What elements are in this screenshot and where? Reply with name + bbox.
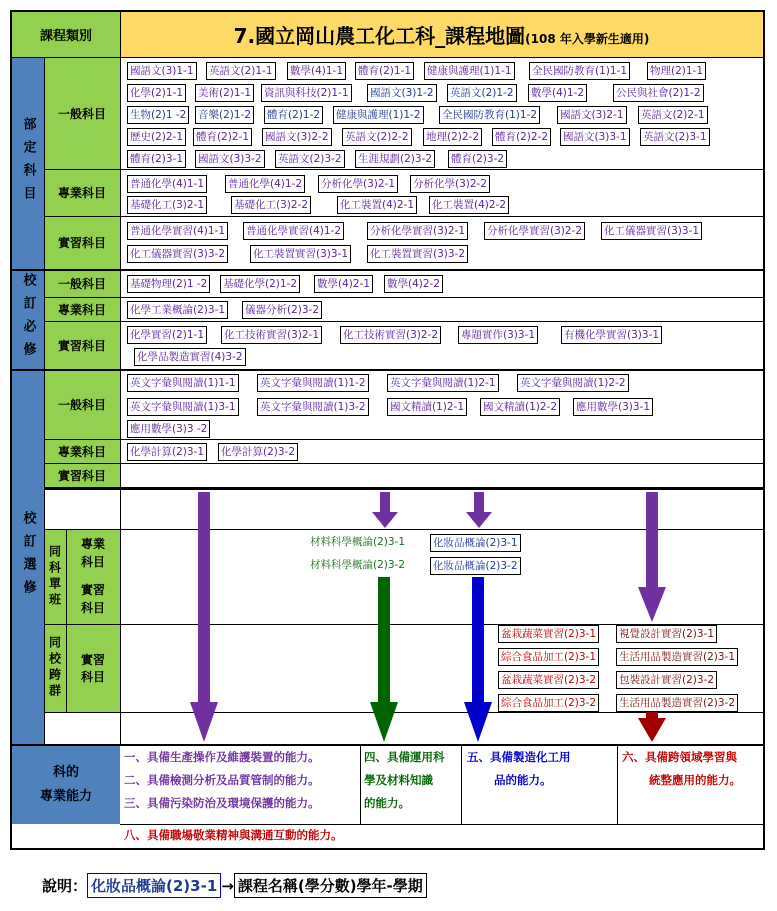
arrow-shaft-purple-2 <box>380 492 390 514</box>
course-chip: 音樂(2)1-2 <box>195 106 254 124</box>
arrow-shaft-purple-1 <box>198 492 210 702</box>
course-chip: 應用數學(3)3-1 <box>573 398 653 416</box>
course-chip: 美術(2)1-1 <box>195 84 254 102</box>
course-chip: 英語文(2)3-2 <box>275 150 345 168</box>
course-chip: 材料科學概論(2)3-2 <box>308 557 407 575</box>
legend-explanation: 課程名稱(學分數)學年-學期 <box>234 873 427 898</box>
ability-1: 一、具備生產操作及維護裝置的能力。 <box>124 750 320 764</box>
course-chip: 生活用品製造實習(2)3-1 <box>616 648 738 666</box>
course-chip: 普通化學(4)1-1 <box>127 175 207 193</box>
ability-4-line1: 四、具備運用科 <box>364 750 445 764</box>
arrow-head-purple-2 <box>372 512 398 528</box>
course-chip: 英語文(2)1-1 <box>206 62 276 80</box>
course-chip: 國語文(3)2-1 <box>557 106 627 124</box>
course-chip: 分析化學(3)2-1 <box>318 175 398 193</box>
course-chip: 英語文(2)1-2 <box>447 84 517 102</box>
course-chip: 國語文(3)3-2 <box>195 150 265 168</box>
course-chip: 國文精讀(1)2-1 <box>387 398 467 416</box>
course-chip: 生涯規劃(2)3-2 <box>355 150 435 168</box>
legend-prefix: 說明： <box>42 877 88 895</box>
arrow-head-purple-3 <box>466 512 492 528</box>
course-chip: 體育(2)2-2 <box>492 128 551 146</box>
course-chip: 綜合食品加工(2)3-1 <box>498 648 599 666</box>
course-chip: 英語文(2)2-2 <box>342 128 412 146</box>
ability-6-line2: 統整應用的能力。 <box>649 773 741 787</box>
course-chip: 化學實習(2)1-1 <box>127 326 207 344</box>
course-chip: 地理(2)2-2 <box>423 128 482 146</box>
course-chip: 國語文(3)1-2 <box>367 84 437 102</box>
course-chip: 公民與社會(2)1-2 <box>613 84 704 102</box>
course-chip: 國語文(3)2-2 <box>262 128 332 146</box>
course-chip: 英語文(2)3-1 <box>640 128 710 146</box>
legend <box>42 873 427 898</box>
course-chip: 化妝品概論(2)3-2 <box>430 557 521 575</box>
course-chip: 全民國防教育(1)1-2 <box>439 106 540 124</box>
course-chip: 有機化學實習(3)3-1 <box>561 326 662 344</box>
course-chip: 包裝設計實習(2)3-2 <box>616 671 717 689</box>
course-chip: 分析化學(3)2-2 <box>410 175 490 193</box>
course-chip: 數學(4)2-2 <box>384 275 443 293</box>
course-chip: 普通化學實習(4)1-1 <box>127 222 228 240</box>
course-chip: 國文精讀(1)2-2 <box>480 398 560 416</box>
req-professional-cell: 專業科目 <box>44 297 120 321</box>
course-chip: 物理(2)1-1 <box>647 62 706 80</box>
course-chip: 體育(2)1-2 <box>264 106 323 124</box>
course-chip: 英文字彙與閱讀(1)1-2 <box>257 374 369 392</box>
course-chip: 數學(4)2-1 <box>314 275 373 293</box>
dept-group-label: 部定科目 <box>20 117 36 209</box>
required-group-label: 校訂必修 <box>20 273 36 365</box>
same-class-practical-label: 實習 科目 <box>80 583 105 615</box>
ability-5-line2: 品的能力。 <box>494 773 552 787</box>
ability-label-cell <box>12 746 120 824</box>
course-map-frame <box>10 10 765 850</box>
arrow-head-green <box>370 702 398 742</box>
course-chip: 體育(2)3-2 <box>448 150 507 168</box>
req-practical-cell: 實習科目 <box>44 321 120 369</box>
arrow-head-blue <box>464 702 492 742</box>
course-chip: 普通化學(4)1-2 <box>225 175 305 193</box>
legend-example: 化妝品概論(2)3-1 <box>87 873 221 898</box>
course-chip: 基礎物理(2)1 -2 <box>127 275 210 293</box>
course-chip: 化工技術實習(3)2-2 <box>340 326 441 344</box>
course-chip: 基礎化工(3)2-1 <box>127 196 207 214</box>
course-chip: 體育(2)1-1 <box>355 62 414 80</box>
ability-label-2: 專業能力 <box>39 789 92 804</box>
course-chip: 英文字彙與閱讀(1)1-1 <box>127 374 239 392</box>
course-chip: 化工儀器實習(3)3-2 <box>127 245 228 263</box>
course-chip: 化工儀器實習(3)3-1 <box>601 222 702 240</box>
ability-6-line1: 六、具備跨領域學習與 <box>622 750 737 764</box>
course-chip: 化學品製造實習(4)3-2 <box>134 348 246 366</box>
elec-professional-cell: 專業科目 <box>44 439 120 463</box>
course-chip: 英文字彙與閱讀(1)3-1 <box>127 398 239 416</box>
arrow-shaft-blue <box>472 577 484 702</box>
ability-8: 八、具備職場敬業精神與溝通互動的能力。 <box>124 828 343 842</box>
course-chip: 化學計算(2)3-2 <box>218 443 298 461</box>
arrow-head-purple-1 <box>190 702 218 742</box>
arrow-head-red <box>638 718 666 742</box>
course-chip: 化工裝置實習(3)3-2 <box>367 245 468 263</box>
course-chip: 材料科學概論(2)3-1 <box>308 534 407 552</box>
course-chip: 數學(4)1-2 <box>528 84 587 102</box>
course-chip: 國語文(3)1-1 <box>127 62 197 80</box>
course-chip: 化工裝置(4)2-2 <box>429 196 509 214</box>
course-chip: 英文字彙與閱讀(1)2-2 <box>517 374 629 392</box>
course-chip: 歷史(2)2-1 <box>127 128 186 146</box>
course-chip: 化工裝置實習(3)3-1 <box>250 245 351 263</box>
ability-label-1: 科的 <box>52 765 79 780</box>
arrow-shaft-purple-4 <box>646 492 658 587</box>
course-chip: 普通化學實習(4)1-2 <box>243 222 344 240</box>
ability-5-line1: 五、具備製造化工用 <box>467 750 571 764</box>
ability-3: 三、具備污染防治及環境保護的能力。 <box>124 796 320 810</box>
elec-general-cell: 一般科目 <box>44 369 120 439</box>
course-chip: 分析化學實習(3)2-1 <box>367 222 468 240</box>
course-chip: 體育(2)3-1 <box>127 150 186 168</box>
course-chip: 分析化學實習(3)2-2 <box>484 222 585 240</box>
dept-professional-cell: 專業科目 <box>44 169 120 216</box>
dept-general-cell: 一般科目 <box>44 57 120 169</box>
course-chip: 生活用品製造實習(2)3-2 <box>616 694 738 712</box>
course-chip: 專題實作(3)3-1 <box>458 326 538 344</box>
page-title: 7.國立岡山農工化工科_課程地圖(108 年入學新生適用) <box>233 24 650 48</box>
course-chip: 綜合食品加工(2)3-2 <box>498 694 599 712</box>
course-chip: 化學(2)1-1 <box>127 84 186 102</box>
page-subtitle: (108 年入學新生適用) <box>525 32 650 46</box>
arrow-shaft-green <box>378 577 390 702</box>
course-chip: 基礎化工(3)2-2 <box>231 196 311 214</box>
course-chip: 數學(4)1-1 <box>287 62 346 80</box>
same-class-cell: 同科單班 <box>44 529 66 624</box>
course-chip: 全民國防教育(1)1-1 <box>529 62 630 80</box>
course-chip: 英語文(2)2-1 <box>638 106 708 124</box>
elective-group-label: 校訂選修 <box>20 510 36 603</box>
course-chip: 國語文(3)3-1 <box>560 128 630 146</box>
course-chip: 視覺設計實習(2)3-1 <box>616 625 717 643</box>
legend-arrow: → <box>221 876 234 895</box>
category-label: 課程類別 <box>39 29 92 44</box>
course-chip: 化工技術實習(3)2-1 <box>221 326 322 344</box>
dept-practical-cell: 實習科目 <box>44 216 120 269</box>
elec-practical-cell: 實習科目 <box>44 463 120 487</box>
course-chip: 生物(2)1 -2 <box>127 106 189 124</box>
course-chip: 健康與護理(1)1-2 <box>333 106 424 124</box>
course-chip: 英文字彙與閱讀(1)2-1 <box>387 374 499 392</box>
arrow-shaft-purple-3 <box>474 492 484 514</box>
course-chip: 英文字彙與閱讀(1)3-2 <box>257 398 369 416</box>
ability-arrows <box>12 12 763 752</box>
course-chip: 化學計算(2)3-1 <box>127 443 207 461</box>
course-chip: 盆栽蔬菜實習(2)3-2 <box>498 671 599 689</box>
ability-4-line3: 的能力。 <box>364 796 410 810</box>
req-general-cell: 一般科目 <box>44 269 120 297</box>
course-chip: 化工裝置(4)2-1 <box>337 196 417 214</box>
arrow-head-purple-4 <box>638 587 666 622</box>
course-chip: 應用數學(3)3 -2 <box>127 420 210 438</box>
course-chip: 盆栽蔬菜實習(2)3-1 <box>498 625 599 643</box>
course-chip: 化妝品概論(2)3-1 <box>430 534 521 552</box>
course-chip: 健康與護理(1)1-1 <box>424 62 515 80</box>
course-chip: 儀器分析(2)3-2 <box>242 301 322 319</box>
course-chip: 基礎化學(2)1-2 <box>220 275 300 293</box>
cross-group-type-cell: 實習 科目 <box>66 624 120 712</box>
cross-group-cell: 同校跨群 <box>44 624 66 712</box>
ability-2: 二、具備檢測分析及品質管制的能力。 <box>124 773 320 787</box>
ability-4-line2: 學及材料知識 <box>364 773 433 787</box>
course-chip: 體育(2)2-1 <box>193 128 252 146</box>
course-chip: 化學工業概論(2)3-1 <box>127 301 228 319</box>
course-chip: 資訊與科技(2)1-1 <box>261 84 352 102</box>
same-class-professional-label: 專業 科目 <box>80 537 105 569</box>
